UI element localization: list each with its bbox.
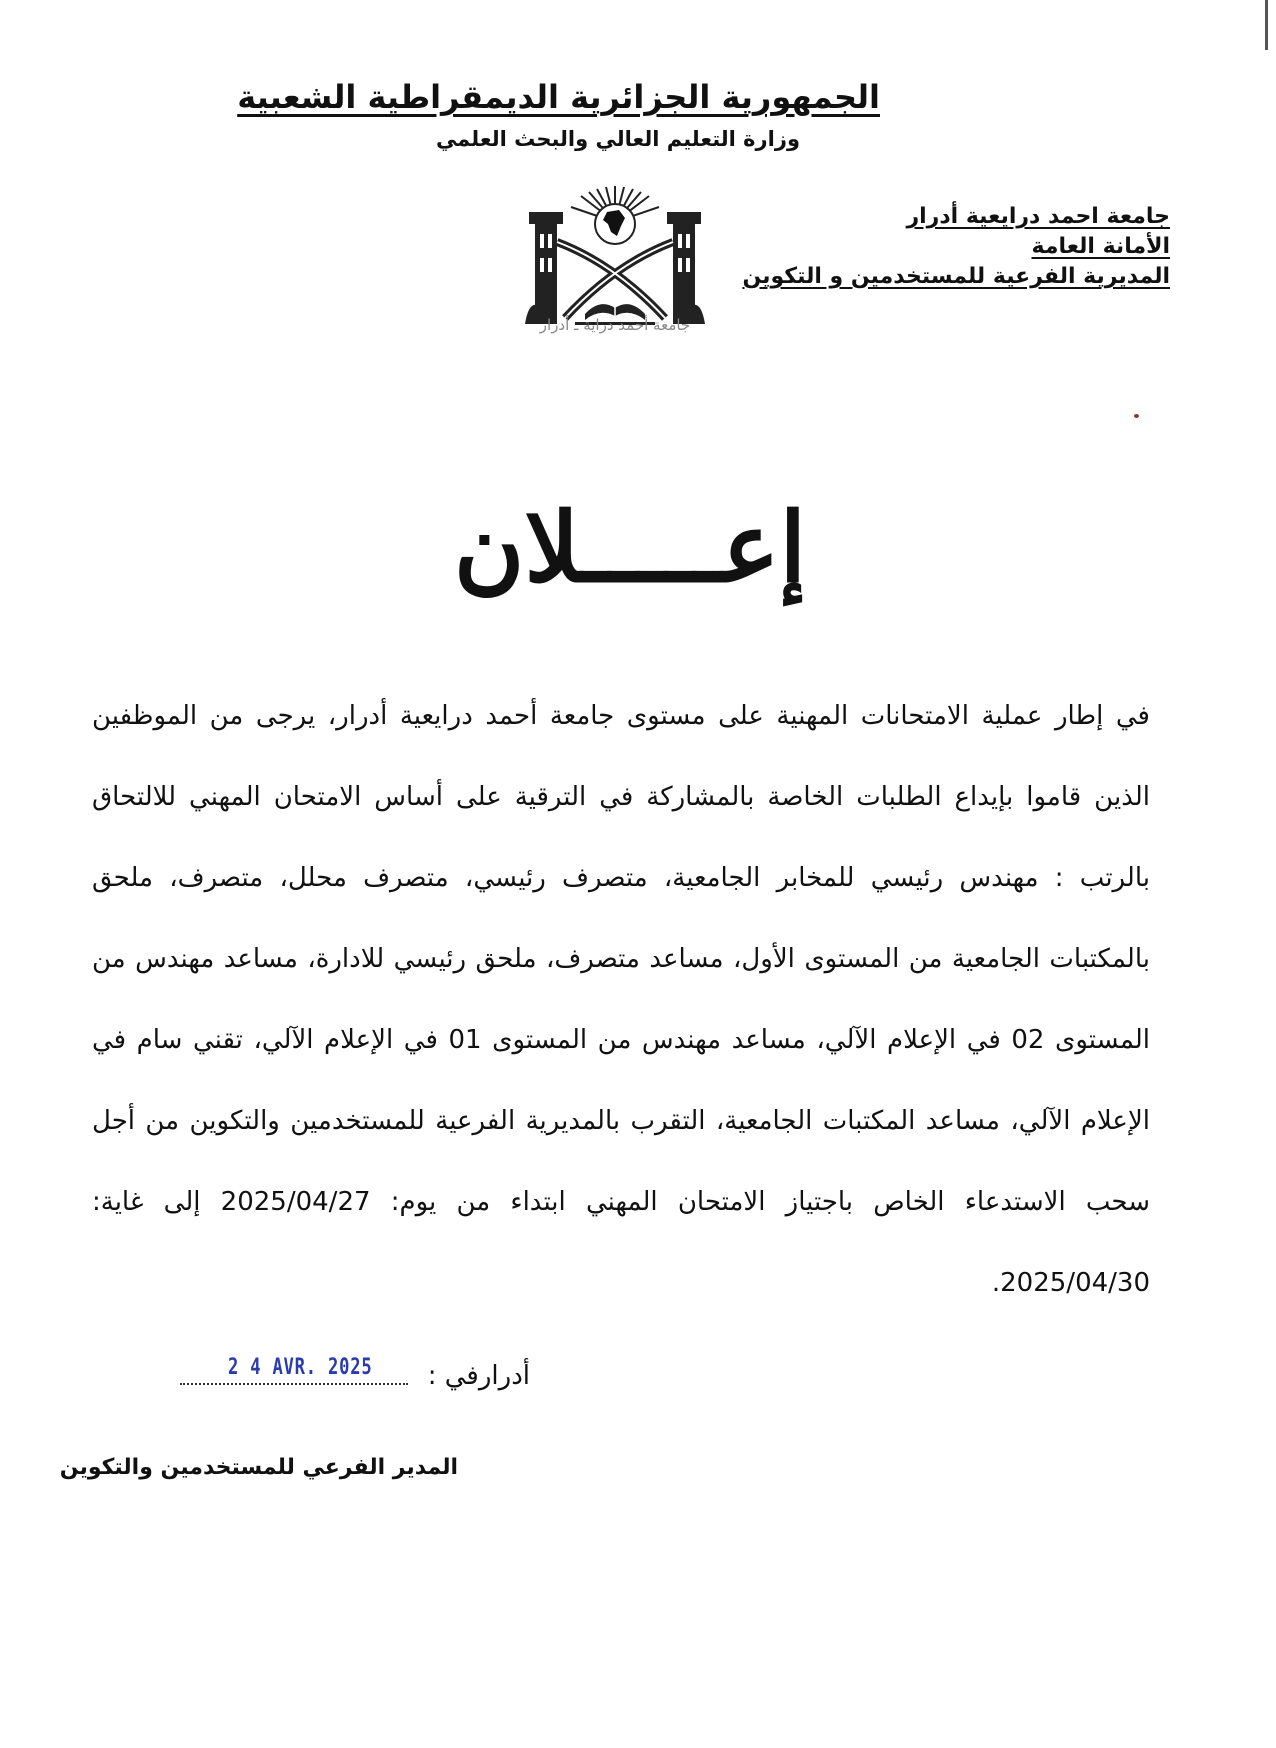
date-label: أدرارفي :	[427, 1361, 530, 1391]
scan-edge-line	[1265, 0, 1268, 50]
ministry-header: وزارة التعليم العالي والبحث العلمي	[435, 127, 800, 151]
signature-title: المدير الفرعي للمستخدمين والتكوين	[59, 1455, 458, 1480]
logo-caption: جامعة أحمد دراية ـ أدرار	[539, 316, 691, 334]
date-line	[180, 1355, 530, 1395]
date-dotted-line	[180, 1383, 408, 1385]
secretariat-name: الأمانة العامة	[1031, 234, 1170, 259]
announcement-body	[92, 676, 1150, 1324]
university-name: جامعة احمد درايعية أدرار	[906, 204, 1170, 229]
announcement-paragraph: في إطار عملية الامتحانات المهنية على مستوى جامعة أحمد درايعية أدرار، يرجى من الموظفين الذين قاموا بإيداع الطلبات الخاصة بالمشاركة في الترقية على أساس الامتحان المهني للالتحاق بالرتب : مهندس رئيسي للمخابر الجامعية، متصرف رئيسي، متصرف محلل، متصرف، ملحق بالمكتبات الجامعية من المستوى الأول، مساعد متصرف، ملحق رئيسي للادارة، مساعد مهندس من المستوى 02 في الإعلام الآلي، مساعد مهندس من المستوى 01 في الإعلام الآلي، تقني سام في الإعلام الآلي، مساعد المكتبات الجامعية، التقرب بالمديرية الفرعية للمستخدمين والتكوين من أجل سحب الاستدعاء الخاص باجتياز الامتحان المهني ابتداء من يوم: 2025/04/27 إلى غاية: 2025/04/30.	[92, 701, 1151, 1298]
republic-header: الجمهورية الجزائرية الديمقراطية الشعبية	[237, 78, 880, 116]
directorate-name: المديرية الفرعية للمستخدمين و التكوين	[742, 264, 1170, 289]
organization-block	[742, 202, 1170, 292]
date-stamp: 2 4 AVR. 2025	[228, 1355, 373, 1380]
ink-dot	[1134, 414, 1139, 418]
announcement-title: إعـــــلان	[453, 491, 807, 604]
